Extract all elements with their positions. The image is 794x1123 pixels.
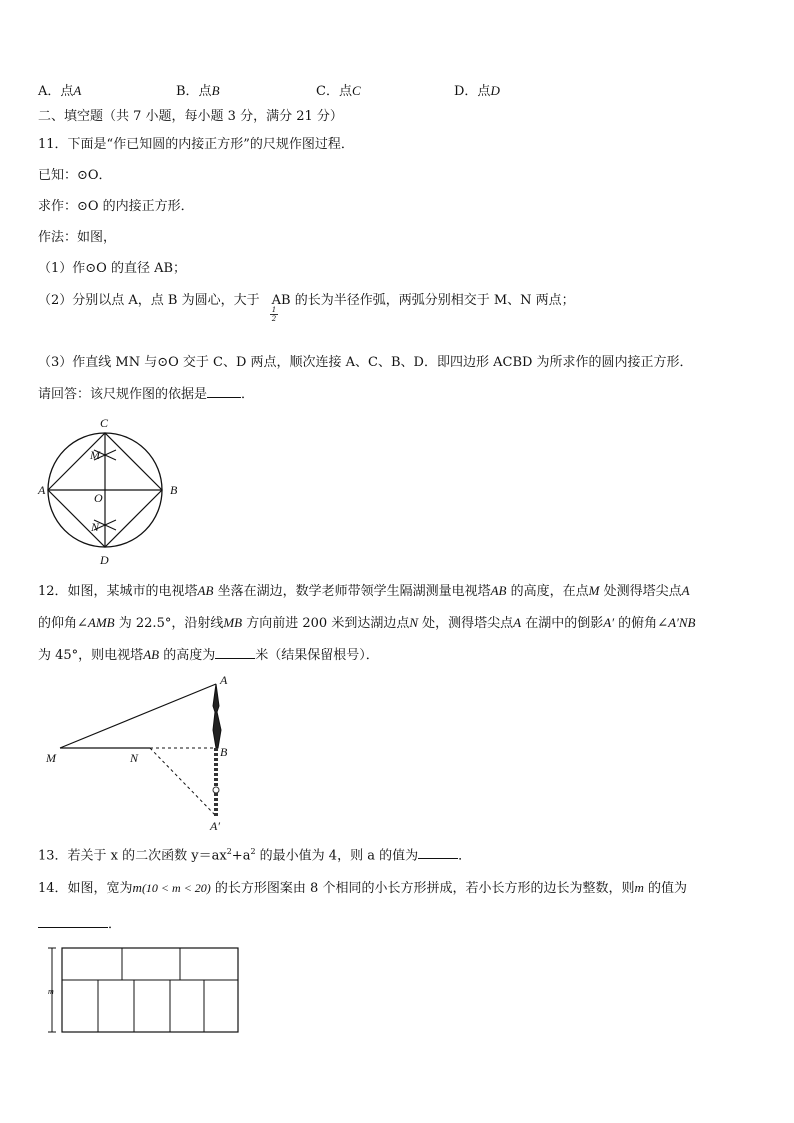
- line-na-prime-dashed: [150, 748, 216, 816]
- q11-question: 请回答：该尺规作图的依据是 ．: [38, 387, 255, 402]
- line-ma: [60, 684, 216, 748]
- label-a-tower: A: [220, 673, 228, 687]
- label-d: D: [100, 553, 109, 567]
- outer-rectangle: [62, 948, 238, 1032]
- choice-a-var: A: [73, 83, 82, 98]
- fraction-numerator: 1: [271, 306, 277, 314]
- answer-blank: [215, 646, 255, 659]
- q11-step1: （1）作⊙O 的直径 AB；: [38, 261, 187, 276]
- q11-known: 已知：⊙O．: [38, 168, 112, 183]
- answer-blank: [38, 915, 108, 928]
- choice-c: C．点C: [316, 83, 361, 99]
- q12-figure: [40, 672, 240, 834]
- choice-b: B．点B: [176, 83, 220, 99]
- fraction-denominator: 2: [271, 315, 277, 323]
- q11-step3: （3）作直线 MN 与⊙O 交于 C、D 两点，顺次连接 A、C、B、D．即四边形 ACBD 为所求作的圆内接正方形．: [38, 355, 693, 370]
- q14-figure: [40, 944, 244, 1036]
- choice-b-var: B: [211, 83, 220, 98]
- choice-d: D．点D: [454, 83, 500, 99]
- q12-line1: 12．如图，某城市的电视塔AB 坐落在湖边，数学老师带领学生隔湖测量电视塔AB 的高度，在点M 处测得塔尖点A: [38, 583, 690, 599]
- label-m: M: [90, 448, 100, 462]
- reflection-dot: [213, 787, 219, 793]
- label-c: C: [100, 416, 109, 430]
- label-m-point: M: [46, 751, 56, 765]
- answer-blank: [418, 846, 458, 859]
- q11-method: 作法：如图，: [38, 230, 117, 245]
- q11-fraction: [270, 306, 278, 323]
- label-a: A: [38, 483, 46, 497]
- q12-line3: 为 45°，则电视塔AB 的高度为 米（结果保留根号）．: [38, 647, 379, 663]
- q11-task: 求作：⊙O 的内接正方形．: [38, 199, 194, 214]
- answer-blank: [207, 385, 241, 398]
- label-a-prime: A′: [210, 819, 220, 833]
- section-heading: 二、填空题（共 7 小题，每小题 3 分，满分 21 分）: [38, 109, 343, 124]
- label-b: B: [170, 483, 178, 497]
- choice-a: A．点A: [38, 83, 82, 99]
- label-m-width: m: [48, 987, 54, 996]
- q14-text: 14．如图，宽为m(10 < m < 20) 的长方形图案由 8 个相同的小长方形拼成，若小长方形的边长为整数，则m 的值为: [38, 880, 687, 896]
- q13-text: 13．若关于 x 的二次函数 $y=ax^2+a^2$ 的最小值为 4，则 a 的值为 ．: [38, 847, 472, 864]
- tower-ab: [213, 684, 221, 748]
- label-o: O: [94, 491, 103, 505]
- label-n-point: N: [130, 751, 139, 765]
- q11-step2: （2）分别以点 A，点 B 为圆心，大于 AB 的长为半径作弧，两弧分别相交于 M、N 两点；: [38, 293, 575, 308]
- label-b-base: B: [220, 745, 228, 759]
- q14-answer-line: ．: [38, 915, 121, 934]
- q12-line2: 的仰角∠AMB 为 22.5°，沿射线MB 方向前进 200 米到达湖边点N 处，测得塔尖点A 在湖中的倒影A′ 的俯角∠A′NB: [38, 615, 696, 631]
- choice-d-var: D: [490, 83, 500, 98]
- q11-title: 11．下面是“作已知圆的内接正方形”的尺规作图过程．: [38, 137, 354, 152]
- choice-c-var: C: [351, 83, 361, 98]
- q11-figure: [36, 414, 186, 568]
- label-n: N: [91, 520, 100, 534]
